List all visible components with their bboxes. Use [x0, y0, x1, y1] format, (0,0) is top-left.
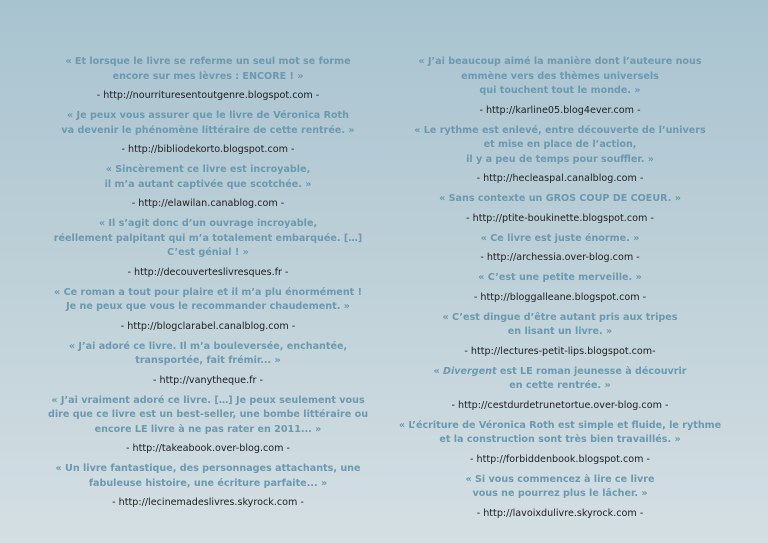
review-quote: « C’est dingue d’être autant pris aux tripes en lisant un livre. »: [442, 311, 678, 337]
review-quote: « Sincèrement ce livre est incroyable, il m’a autant captivée que scotchée. »: [104, 164, 312, 190]
review-source: - http://lavoixdulivre.skyrock.com -: [476, 507, 644, 519]
review-entry: [439, 192, 681, 232]
review-entry: [414, 124, 705, 193]
review-source: - http://lecinemadeslivres.skyrock.com -: [112, 497, 304, 508]
review-source: - http://archessia.over-blog.com -: [480, 252, 640, 263]
review-quote: « J’ai beaucoup aimé la manière dont l’auteure nous emmène vers des thèmes universels qui touchent tout le monde. »: [418, 56, 702, 96]
review-entry: [65, 55, 350, 109]
review-entry: [105, 163, 312, 217]
review-entry: [48, 394, 368, 463]
review-entry: [54, 286, 362, 340]
review-quote: « Le rythme est enlevé, entre découverte de l’univers et mise en place de l’action, il y a peu de temps pour souffler. »: [414, 124, 706, 165]
review-source: - http://lectures-petit-lips.blogspot.com-: [464, 345, 656, 357]
review-source: - http://takeabook.over-blog.com -: [126, 443, 290, 454]
review-entry: [433, 365, 686, 419]
review-quote: « C’est une petite merveille. »: [478, 272, 642, 283]
review-entry: [480, 232, 639, 272]
review-entry: [54, 217, 362, 286]
review-entry: [399, 419, 721, 473]
review-quote: « J’ai vraiment adoré ce livre. […] Je peux seulement vous dire que ce livre est un best-seller, une bombe littéraire ou encore LE livre à ne pas rater en 2011... »: [47, 394, 369, 435]
review-source: - http://decouverteslivresques.fr -: [127, 266, 289, 278]
review-source: - http://bibliodekorto.blogspot.com -: [121, 144, 295, 155]
right-review-column: [400, 0, 720, 527]
review-source: - http://bloggalleane.blogspot.com -: [473, 291, 647, 303]
review-quote: « L’écriture de Véronica Roth est simple et fluide, le rythme et la construction sont très bien travaillés. »: [398, 419, 722, 445]
review-entry: [418, 55, 701, 124]
review-quote: « Un livre fantastique, des personnages attachants, une fabuleuse histoire, une écriture parfaite... »: [55, 463, 361, 489]
review-entry: [465, 473, 654, 527]
review-quote: « Si vous commencez à lire ce livre vous ne pourrez plus le lâcher. »: [465, 473, 655, 499]
review-quote: « Sans contexte un GROS COUP DE COEUR. »: [439, 193, 681, 204]
review-quote: « Divergent est LE roman jeunesse à découvrir en cette rentrée. »: [433, 365, 687, 391]
review-entry: [61, 109, 354, 163]
review-quote: « Et lorsque le livre se referme un seul mot se forme encore sur mes lèvres : ENCORE ! »: [65, 56, 351, 82]
review-quote: « Ce roman a tout pour plaire et il m’a plu énormément ! Je ne peux que vous le recommander chaudement. »: [54, 286, 362, 312]
review-entry: [442, 311, 677, 365]
left-review-column: [48, 0, 368, 516]
review-source: - http://cestdurdetrunetortue.over-blog.com -: [451, 399, 669, 411]
review-source: - http://blogclarabel.canalblog.com -: [120, 320, 296, 332]
review-entry: [69, 340, 347, 394]
review-source: - http://elawilan.canablog.com -: [131, 198, 285, 209]
review-source: - http://vanytheque.fr -: [153, 374, 263, 386]
review-entry: [474, 271, 646, 311]
review-source: - http://karline05.blog4ever.com -: [479, 104, 641, 116]
review-entry: [56, 462, 361, 516]
review-quote: « Ce livre est juste énorme. »: [480, 232, 640, 244]
review-source: - http://hecleaspal.canalblog.com -: [476, 173, 644, 184]
review-quote: « Je peux vous assurer que le livre de Véronica Roth va devenir le phénomène littéraire de cette rentrée. »: [61, 110, 355, 136]
review-quote: « Il s’agit donc d’un ouvrage incroyable, réellement palpitant qui m’a totalement embarquée. […] C’est génial ! »: [53, 218, 363, 258]
review-source: - http://nourrituresentoutgenre.blogspot.com -: [96, 90, 320, 101]
review-source: - http://ptite-boukinette.blogspot.com -: [466, 212, 654, 224]
review-quote: « J’ai adoré ce livre. Il m’a bouleversée, enchantée, transportée, fait frémir... »: [68, 340, 348, 366]
review-source: - http://forbiddenbook.blogspot.com -: [470, 453, 650, 465]
